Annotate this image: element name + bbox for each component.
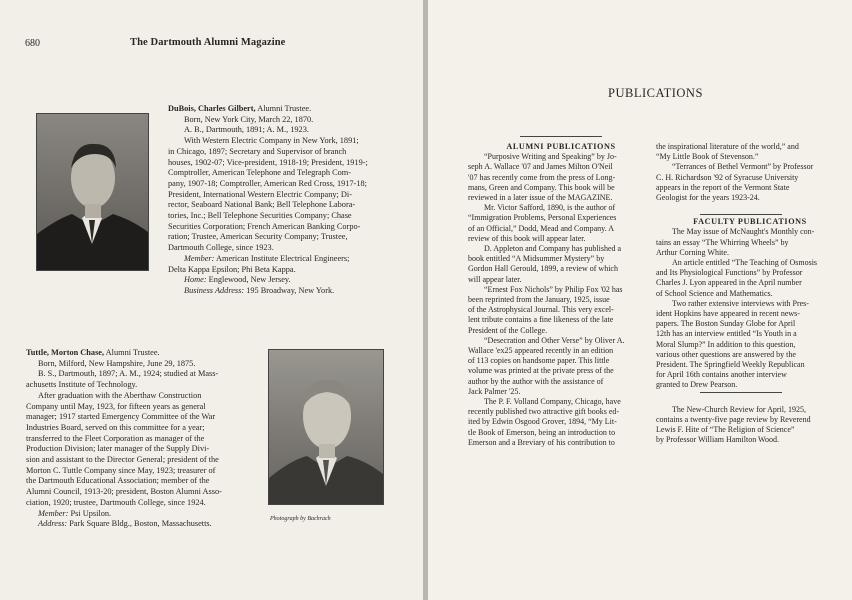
page-number: 680 (25, 38, 40, 49)
text-line: and Its Physiological Functions” by Professor (656, 268, 803, 278)
text-line: 12th has an interview entitled “Is Youth in a (656, 329, 797, 339)
text-line: papers. The Boston Sunday Globe for April (656, 319, 796, 329)
address-value: 195 Broadway, New York. (244, 285, 335, 295)
portrait-photo-tuttle (268, 349, 384, 505)
text-line: “Desecration and Other Verse” by Oliver A. (484, 335, 625, 345)
publications-title: PUBLICATIONS (608, 86, 703, 100)
text-line: Lewis F. Hite of “The Religion of Science” (656, 425, 795, 435)
address-value: Park Square Bldg., Boston, Massachusetts. (67, 519, 212, 529)
text-line: mans, Green and Company. This book will be (468, 182, 615, 192)
text-line: seph A. Wallace '07 and James Milton O'Neil (468, 162, 613, 172)
text-line: of School Science and Mathematics. (656, 288, 773, 298)
bio-tuttle (26, 348, 262, 530)
text-line: An article entitled “The Teaching of Osmosis (672, 258, 818, 268)
bio-line: A. B., Dartmouth, 1891; A. M., 1923. (184, 125, 309, 135)
portrait-photo-dubois (36, 113, 149, 271)
text-line: various other questions are answered by the (656, 349, 796, 359)
text-line: recently published two attractive gift books ed- (468, 407, 620, 417)
bio-line: Born, New York City, March 22, 1870. (184, 114, 314, 124)
text-line: '07 has recently come from the press of Long- (468, 172, 616, 182)
magazine-title: The Dartmouth Alumni Magazine (130, 37, 286, 48)
text-line: ited by Edwin Osgood Grover, 1894, “My Lit- (468, 417, 617, 427)
bio-line: B. S., Dartmouth, 1897; A. M., 1924; studied at Mass- (38, 369, 219, 379)
bio-title: Alumni Trustee. (104, 348, 160, 357)
text-line: Jack Palmer '25. (468, 386, 521, 396)
bio-name: DuBois, Charles Gilbert, (168, 104, 256, 113)
section-heading-faculty: FACULTY PUBLICATIONS (693, 217, 807, 227)
text-line: for April 16th contains another interview (656, 370, 787, 380)
text-line: volume was printed at the private press of the (468, 366, 614, 376)
bio-line: Securities Corporation; French American Banking Corpo- (168, 221, 361, 231)
left-page (0, 0, 423, 600)
section-heading-alumni: ALUMNI PUBLICATIONS (506, 142, 616, 151)
bio-line: Industries Board, served on this committee for a year; (26, 422, 205, 432)
text-line: tains an essay “The Whirring Wheels” by (656, 237, 789, 247)
faculty-publications-column (656, 142, 844, 445)
alumni-publications-column (468, 142, 654, 448)
bio-line: sion and assistant to the Director General; president of the (26, 455, 219, 465)
bio-line: Born, Milford, New Hampshire, June 29, 1875. (38, 358, 196, 368)
bio-line: With Western Electric Company in New York, 1891; (184, 136, 359, 146)
home-value: Englewood, New Jersey. (206, 275, 291, 285)
text-line: The New-Church Review for April, 1925, (672, 404, 806, 414)
text-line: will appear later. (468, 274, 522, 284)
text-line: The P. F. Volland Company, Chicago, have (484, 397, 621, 407)
bio-dubois (168, 104, 418, 297)
text-line: Geologist for the years 1923-24. (656, 193, 760, 203)
text-line: “Terrances of Bethel Vermont” by Professor (672, 162, 814, 172)
member-value: American Institute Electrical Engineers; (214, 253, 350, 263)
text-line: granted to Drew Pearson. (656, 380, 738, 390)
text-line: Arthur Corning White. (656, 247, 729, 257)
bio-line: achusetts Institute of Technology. (26, 380, 138, 390)
bio-line: tories, Inc.; Bell Telephone Securities Company; Chase (168, 211, 352, 221)
address-label: Business Address: (184, 285, 245, 295)
text-line: Wallace 'ex25 appeared recently in an edition (468, 346, 614, 356)
member-label: Member: (184, 253, 215, 263)
text-line: President. The Springfield Weekly Republican (656, 360, 805, 370)
text-line: “Purposive Writing and Speaking” by Jo- (484, 152, 617, 162)
text-line: “Immigration Problems, Personal Experiences (468, 213, 617, 223)
member-value: Psi Upsilon. (68, 508, 112, 518)
text-line: the inspirational literature of the world,” and (656, 142, 799, 151)
text-line: “My Little Book of Stevenson.” (656, 152, 759, 162)
bio-line: pany, 1907-18; Comptroller, American Red Cross, 1917-18; (168, 178, 367, 188)
text-line: reviewed in a later issue of the MAGAZINE. (468, 193, 613, 203)
bio-line: Production Division; later manager of the Supply Divi- (26, 444, 210, 454)
text-line: Emerson and a Breviary of his contribution to (468, 437, 615, 447)
text-line: contains a twenty-five page review by Reverend (656, 414, 811, 424)
bio-line: Comptroller, American Telephone and Telegraph Com- (168, 168, 351, 178)
text-line: lent tribute contains a fine likeness of the late (468, 315, 614, 325)
text-line: author by the author with the assistance of (468, 376, 604, 386)
text-line: ident Hopkins have appeared in recent news- (656, 309, 800, 319)
text-line: Mr. Victor Safford, 1890, is the author of (484, 203, 616, 213)
text-line: tle Book of Emerson, being an introduction to (468, 427, 616, 437)
text-line: “Ernest Fox Nichols” by Philip Fox '02 has (484, 284, 623, 294)
bio-name: Tuttle, Morton Chase, (26, 348, 105, 357)
address-label: Address: (38, 519, 68, 529)
bio-line: Company until May, 1923, for fifteen years as general (26, 401, 206, 411)
bio-line: ciation, 1920; trustee, Dartmouth College, since 1924. (26, 497, 206, 507)
bio-line: manager; 1917 started Emergency Committee of the War (26, 412, 216, 422)
bio-line: Dartmouth College, since 1923. (168, 243, 274, 253)
text-line: book entitled “A Midsummer Mystery” by (468, 254, 605, 264)
column-rule (520, 136, 602, 137)
text-line: C. H. Richardson '92 of Syracuse University (656, 172, 799, 182)
text-line: review of this book will appear later. (468, 233, 586, 243)
bio-line: the Dartmouth Educational Association; member of the (26, 476, 210, 486)
text-line: of the Astrophysical Journal. This very excel- (468, 305, 614, 315)
text-line: Moral Slump?” In addition to this question, (656, 339, 796, 349)
bio-line: Morton C. Tuttle Company since May, 1923; treasurer of (26, 465, 216, 475)
bio-line: Alumni Council, 1913-20; president, Boston Alumni Asso- (26, 487, 222, 497)
text-line: of an Official,” Dodd, Mead and Company. A (468, 223, 614, 233)
bio-line: President, International Western Electric Company; Di- (168, 189, 352, 199)
text-line: Charles J. Lyon appeared in the April number (656, 278, 802, 288)
text-line: President of the College. (468, 325, 548, 335)
text-line: The May issue of McNaught's Monthly con- (672, 227, 815, 237)
bio-line: ration; Trustee, American Security Company; Trustee, (168, 232, 348, 242)
text-line: by Professor William Hamilton Wood. (656, 435, 779, 445)
text-line: appears in the report of the Vermont State (656, 182, 790, 192)
text-line: of 113 copies on handsome paper. This little (468, 356, 610, 366)
bio-line: Delta Kappa Epsilon; Phi Beta Kappa. (168, 264, 296, 274)
bio-line: in Chicago, 1897; Secretary and Supervisor of branch (168, 146, 347, 156)
text-line: Two rather extensive interviews with Pres- (672, 298, 809, 308)
text-line: Gordon Hall Gerould, 1899, a review of which (468, 264, 618, 274)
text-line: D. Appleton and Company has published a (484, 244, 622, 254)
home-label: Home: (184, 275, 207, 285)
bio-line: transferred to the Fleet Corporation as manager of the (26, 433, 205, 443)
bio-line: After graduation with the Aberthaw Construction (38, 390, 202, 400)
bio-line: rector, Seaboard National Bank; Bell Telephone Labora- (168, 200, 356, 210)
bio-title: Alumni Trustee. (255, 104, 312, 113)
bio-line: houses, 1902-07; Vice-president, 1918-19; President, 1919-; (168, 157, 368, 167)
photo-credit: Photograph by Bachrach (270, 516, 331, 522)
text-line: been reprinted from the January, 1925, issue (468, 295, 610, 305)
member-label: Member: (38, 508, 69, 518)
